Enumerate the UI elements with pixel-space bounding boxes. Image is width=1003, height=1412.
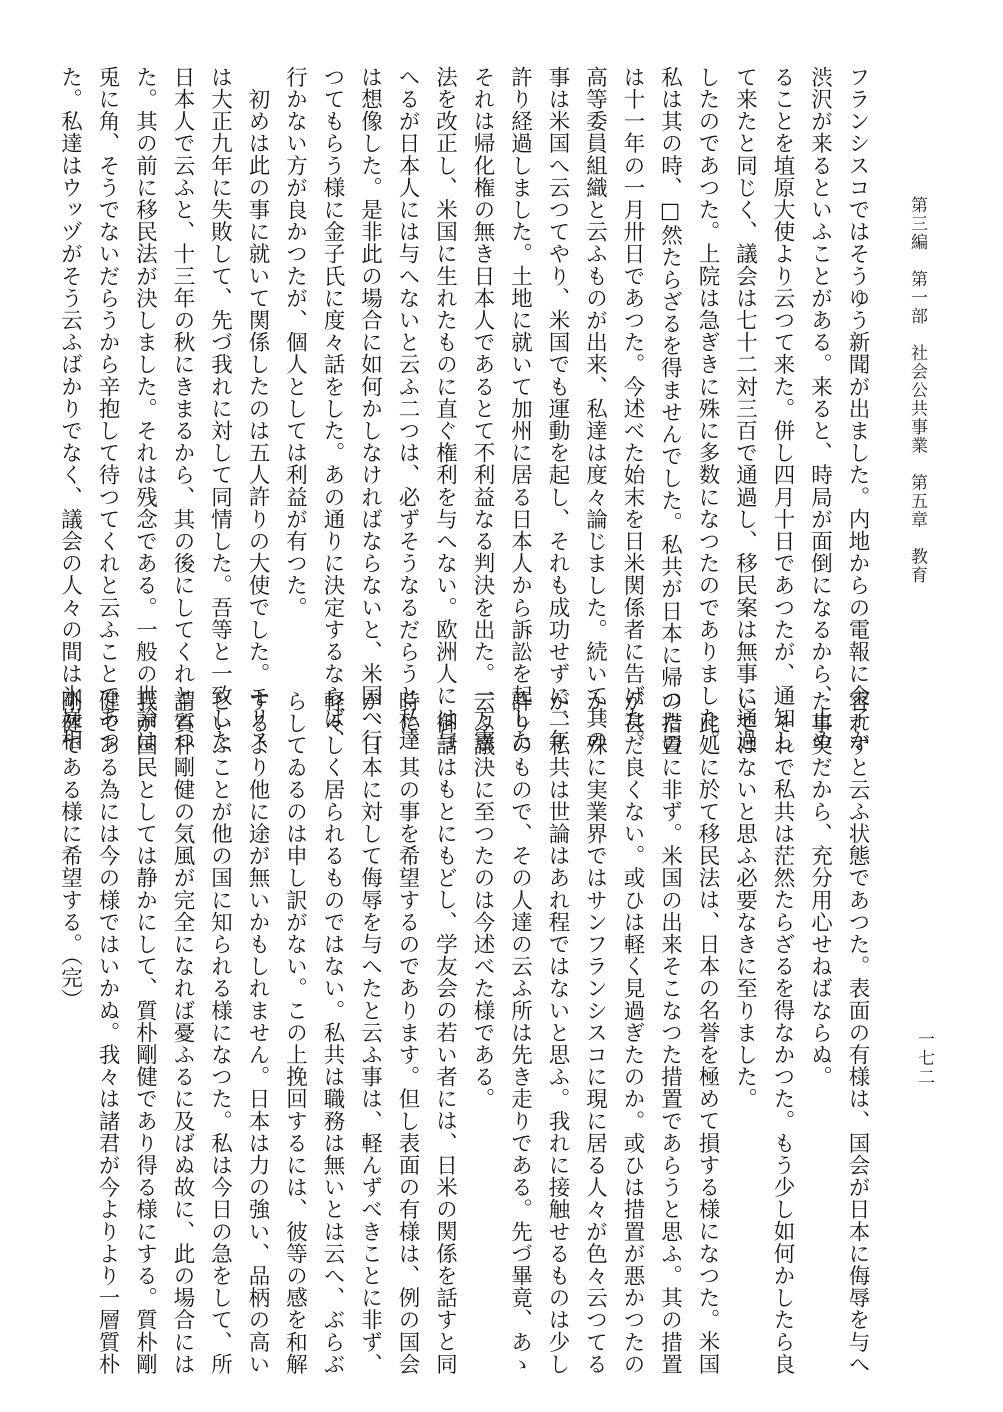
- text-line: 時に、其の事を希望するのであります。但し表面の有様は、例の国会: [395, 690, 420, 1376]
- text-line: フランシスコではそうゆう新聞が出ました。内地からの電報に金子か: [845, 66, 870, 752]
- text-line: 謂質朴剛健の気風が完全になれば憂ふるに及ばぬ故に、此の場合には: [170, 690, 195, 1376]
- text-line: が甚だ良くない。或ひは軽く見過ぎたのか。或ひは措置が悪かつたの: [620, 690, 645, 1376]
- text-line: 日本人で云ふと、十三年の秋にきまるから、其の後にしてくれと云つ: [170, 66, 195, 752]
- page-number: 一七二: [914, 1030, 934, 1087]
- text-line: 兎に角、そうでないだらうから辛抱して待つてくれと云ふことであつ: [95, 66, 120, 752]
- text-line: 法を改正し、米国に生れたものに直ぐ権利を与へない。欧洲人には与: [432, 66, 458, 752]
- text-line: それは帰化権の無き日本人であるとて不利益なる判決を出た。一方憲: [470, 66, 495, 752]
- text-line: は十一年の一月卅日であつた。今述べた始末を日米関係者に告げた。: [620, 66, 645, 752]
- text-line: ることを埴原大使より云つて来た。併し四月十日であつたが、通知し: [770, 66, 795, 752]
- text-line: 渋沢が来るといふことがある。来ると、時局が面倒になるから、止め: [807, 66, 833, 752]
- text-line: いではないと思ふ必要なきに至りました。: [732, 690, 758, 1110]
- text-line: は大正九年に失敗して、先づ我れに対して同情した。吾等と一致した: [207, 66, 233, 752]
- text-line: た。私達はウッヅがそう云ふばかりでなく、議会の人々の間は氷炭相: [57, 66, 83, 752]
- text-line: つてもらう様に金子氏に度々話をした。あの通りに決定するならば、: [320, 66, 345, 752]
- lower-text-block: [57, 690, 876, 1376]
- text-line: た。其の前に移民法が決しました。それは残念である。一般の世論は: [132, 66, 158, 752]
- text-line: 云ふ議決に至つたのは今述べた様である。: [470, 690, 495, 1110]
- text-line: それで私共は茫然たらざるを得なかつた。もう少し如何かしたら良: [770, 711, 795, 1375]
- text-line: 高等委員組織と云ふものが出来、私達は度々論じました。続いて其の: [582, 66, 608, 752]
- text-line: が、日本に対して侮辱を与へたと云ふ事は、軽んずべきことに非ず、: [357, 690, 383, 1376]
- text-line: の措置に非ず。米国の出来そこなつた措置であらうと思ふ。其の措置: [657, 690, 683, 1376]
- text-line: らしてゐるのは申し訳がない。この上挽回するには、彼等の感を和解: [282, 690, 308, 1376]
- text-line: 行かない方が良かつたが、個人としては利益が有つた。: [282, 66, 308, 619]
- text-line: 容れずと云ふ状態であつた。表面の有様は、国会が日本に侮辱を与へ: [845, 690, 870, 1376]
- text-line: といふことが他の国に知られる様になつた。私は今日の急をして、所: [207, 690, 233, 1376]
- text-line: 許り経過しました。土地に就いて加州に居る日本人から訴訟を起した: [507, 66, 533, 752]
- text-line: か。殊に実業界ではサンフランシスコに現に居る人々が色々云つてる: [582, 690, 608, 1376]
- text-line: 健である為には今の様ではいかぬ。我々は諸君が今よりより一層質朴: [95, 690, 120, 1376]
- text-line: 我が国民としては静かにして、質朴剛健であり得る様にする。質朴剛: [132, 690, 158, 1376]
- running-header: 第三編 第一部 社会公共事業 第五章 教育: [907, 196, 927, 585]
- text-line: 御話はもとにもどし、学友会の若い者には、日米の関係を話すと同: [432, 711, 458, 1375]
- text-line: 軽々しく居られるものではない。私共は職務は無いとは云へ、ぶらぶ: [320, 690, 345, 1376]
- text-line: が、私共は世論はあれ程ではないと思ふ。我れに接触せるものは少し: [545, 690, 570, 1376]
- text-line: 許りのもので、その人達の云ふ所は先き走りである。先づ畢竟、あゝ: [507, 690, 533, 1376]
- text-line: は想像した。是非此の場合に如何かしなければならないと、米国へ行: [357, 66, 383, 752]
- text-line: したのであつた。上院は急ぎきに殊に多数になつたのでありました。: [695, 66, 720, 752]
- text-line: 私は其の時、□然たらざるを得ませんでした。私共が日本に帰つたの: [657, 66, 683, 755]
- text-line: 事は米国へ云つてやり、米国でも運動を起し、それも成功せずに二年: [545, 66, 570, 752]
- text-line: た事実だから、充分用心せねばならぬ。: [807, 690, 833, 1088]
- text-line: するより他に途が無いかもしれません。日本は力の強い、品柄の高い: [245, 690, 270, 1376]
- text-line: 此処に於て移民法は、日本の名誉を極めて損する様になつた。米国: [695, 711, 720, 1375]
- upper-text-block: [57, 66, 876, 755]
- text-line: へるが日本人には与へないと云ふ二つは、必ずそうなるだらうと私達: [395, 66, 420, 752]
- text-line: て来たと同じく、議会は七十二対三百で通過し、移民案は無事に通過: [732, 66, 758, 752]
- text-line: 剛健である様に希望する。（完）: [57, 690, 83, 1011]
- text-line: 初めは此の事に就いて関係したのは五人許りの大使でした。モリス: [245, 87, 270, 751]
